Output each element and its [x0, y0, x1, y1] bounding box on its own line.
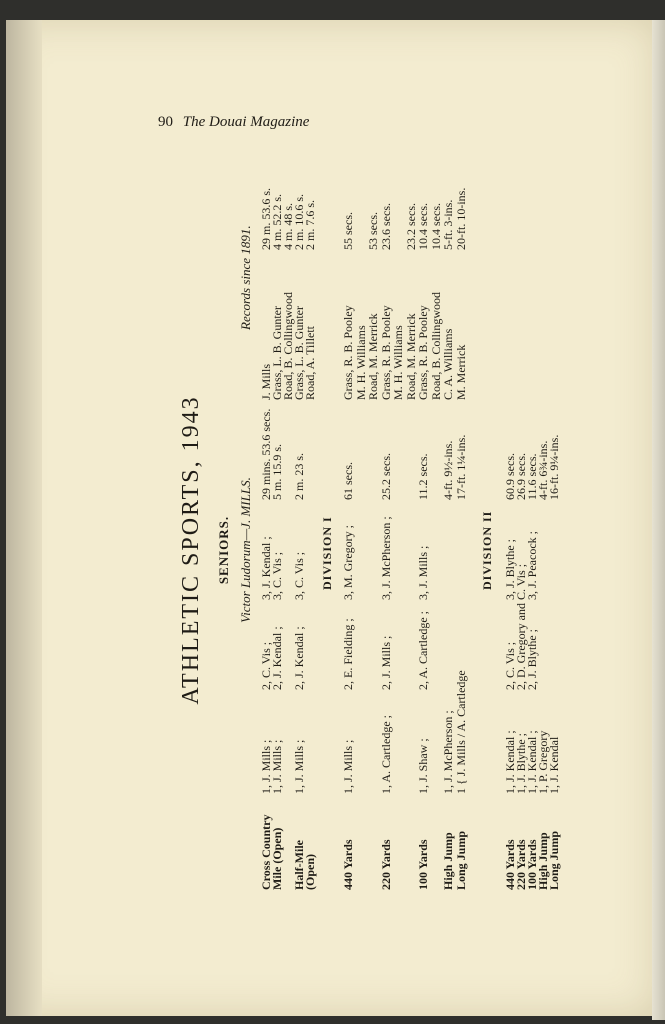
result-cell: 11.2 secs. — [416, 453, 430, 500]
record-cell: J. Mills — [259, 363, 273, 400]
event-cell: 440 Yards — [341, 839, 355, 890]
seniors-label: SENIORS. — [216, 515, 231, 585]
record-time-cell: 2 m. 10.6 s. — [292, 193, 306, 250]
result-cell: 25.2 secs. — [378, 453, 393, 500]
division-1-heading: DIVISION I — [320, 516, 334, 590]
result-cell: 5 m. 15.9 s. — [270, 443, 284, 500]
record-time-cell: 4 m. 52.2 s. — [270, 193, 284, 250]
event-cell: (Open) — [303, 854, 317, 890]
record-time-cell: 10.4 secs. — [416, 203, 430, 250]
event-cell: 100 Yards — [416, 839, 430, 890]
first-cell: 1, J. Mills ; — [270, 739, 284, 794]
record-time-cell: 53 secs. — [366, 212, 380, 250]
first-cell: 1, A. Cartledge ; — [378, 715, 393, 794]
result-cell: 17-ft. 1¼-ins. — [453, 434, 468, 500]
first-cell: 1, J. Kendal — [547, 736, 561, 794]
first-cell: 1, P. Gregory — [536, 730, 550, 794]
first-cell: 1, J. Shaw ; — [416, 738, 430, 794]
page-heading: ATHLETIC SPORTS, 1943 — [178, 395, 204, 705]
result-cell: 60.9 secs. — [503, 453, 517, 500]
event-cell: High Jump — [536, 832, 550, 890]
record-cell: Grass, L. B. Gunter — [270, 306, 284, 400]
second-cell: 2, J. Kendal ; — [270, 626, 284, 690]
event-cell: 440 Yards — [503, 839, 517, 890]
record-cell: Road, B. Collingwood — [428, 291, 443, 400]
record-cell: C. A. Williams — [441, 328, 455, 400]
record-cell: Grass, R. B. Pooley — [378, 305, 393, 400]
page-edge — [652, 20, 665, 1020]
event-cell: Cross Country — [259, 814, 273, 890]
first-cell: 1, J. Kendal ; — [525, 730, 539, 794]
second-cell: 2, D. Gregory and C. Vis ; — [514, 563, 528, 690]
result-cell: 26.9 secs. — [514, 453, 528, 500]
page-gutter — [6, 20, 42, 1016]
event-cell: 100 Yards — [525, 839, 539, 890]
second-cell: 2, J. Kendal ; — [292, 626, 306, 690]
event-cell: Long Jump — [453, 830, 468, 890]
third-cell: 3, M. Gregory ; — [341, 525, 355, 600]
result-cell: 2 m. 23 s. — [292, 452, 306, 500]
rotated-table — [168, 140, 638, 890]
record-cell: Grass, R. B. Pooley — [341, 305, 355, 400]
running-head — [158, 114, 309, 131]
event-cell: 220 Yards — [378, 839, 393, 890]
record-cell: Road, M. Merrick — [366, 313, 380, 400]
record-cell: Road, B. Collingwood — [281, 291, 295, 400]
first-cell: 1, J. Kendal ; — [503, 730, 517, 794]
magazine-title: The Douai Magazine — [182, 114, 310, 130]
third-cell: 3, J. Peacock ; — [525, 531, 539, 600]
third-cell: 3, C. Vis ; — [270, 551, 284, 600]
result-cell: 61 secs. — [341, 462, 355, 500]
first-cell: 1 { J. Mills / A. Cartledge — [453, 670, 468, 794]
record-cell: Grass, L. B. Gunter — [292, 306, 306, 400]
first-cell: 1, J. Blythe ; — [514, 732, 528, 794]
division-2-heading: DIVISION II — [480, 510, 494, 590]
event-cell: 220 Yards — [514, 839, 528, 890]
third-cell: 3, J. Kendal ; — [259, 536, 273, 600]
record-time-cell: 23.2 secs. — [403, 203, 418, 250]
second-cell: 2, E. Fielding ; — [341, 618, 355, 690]
record-cell: Road, M. Merrick — [403, 313, 418, 400]
result-cell: 16-ft. 9¼-ins. — [547, 434, 561, 500]
victor-ludorum: Victor Ludorum—J. MILLS. — [238, 477, 253, 623]
second-cell: 2, A. Cartledge ; — [416, 611, 430, 690]
third-cell: 3, J. McPherson ; — [378, 516, 393, 600]
result-cell: 4-ft. 6¾-ins. — [536, 440, 550, 500]
event-cell: High Jump — [441, 832, 455, 890]
record-time-cell: 5-ft. 3-ins. — [441, 199, 455, 250]
third-cell: 3, J. Mills ; — [416, 545, 430, 600]
record-cell: M. H. Williams — [391, 325, 405, 400]
first-cell: 1, J. McPherson ; — [441, 710, 455, 794]
first-cell: 1, J. Mills ; — [341, 739, 355, 794]
event-cell: Long Jump — [547, 830, 561, 890]
record-time-cell: 20-ft. 10-ins. — [453, 187, 468, 250]
result-cell: 11.6 secs. — [525, 453, 539, 500]
page-number: 90 — [158, 114, 173, 130]
second-cell: 2, J. Mills ; — [378, 635, 393, 690]
third-cell: 3, J. Blythe ; — [503, 538, 517, 600]
records-note: Records since 1891. — [238, 225, 253, 330]
first-cell: 1, J. Mills ; — [259, 739, 273, 794]
record-cell: M. H. Williams — [353, 325, 368, 400]
record-time-cell: 55 secs. — [341, 212, 355, 250]
record-time-cell: 10.4 secs. — [428, 203, 443, 250]
record-time-cell: 23.6 secs. — [378, 203, 393, 250]
record-time-cell: 29 m. 53.6 s. — [259, 187, 273, 250]
event-cell: Mile (Open) — [270, 827, 284, 890]
record-cell: Road, A. Tillett — [303, 325, 317, 400]
result-cell: 4-ft. 9½-ins. — [441, 440, 455, 500]
second-cell: 2, J. Blythe ; — [525, 628, 539, 690]
record-time-cell: 2 m. 7.6 s. — [303, 199, 317, 250]
third-cell: 3, C. Vis ; — [292, 551, 306, 600]
record-time-cell: 4 m. 48 s. — [281, 202, 295, 250]
record-cell: Grass, R. B. Pooley — [416, 305, 430, 400]
event-cell: Half-Mile — [292, 840, 306, 890]
result-cell: 29 mins. 53.6 secs. — [259, 408, 273, 500]
first-cell: 1, J. Mills ; — [292, 739, 306, 794]
second-cell: 2, C. Vis ; — [259, 641, 273, 690]
second-cell: 2, C. Vis ; — [503, 641, 517, 690]
record-cell: M. Merrick — [453, 344, 468, 400]
